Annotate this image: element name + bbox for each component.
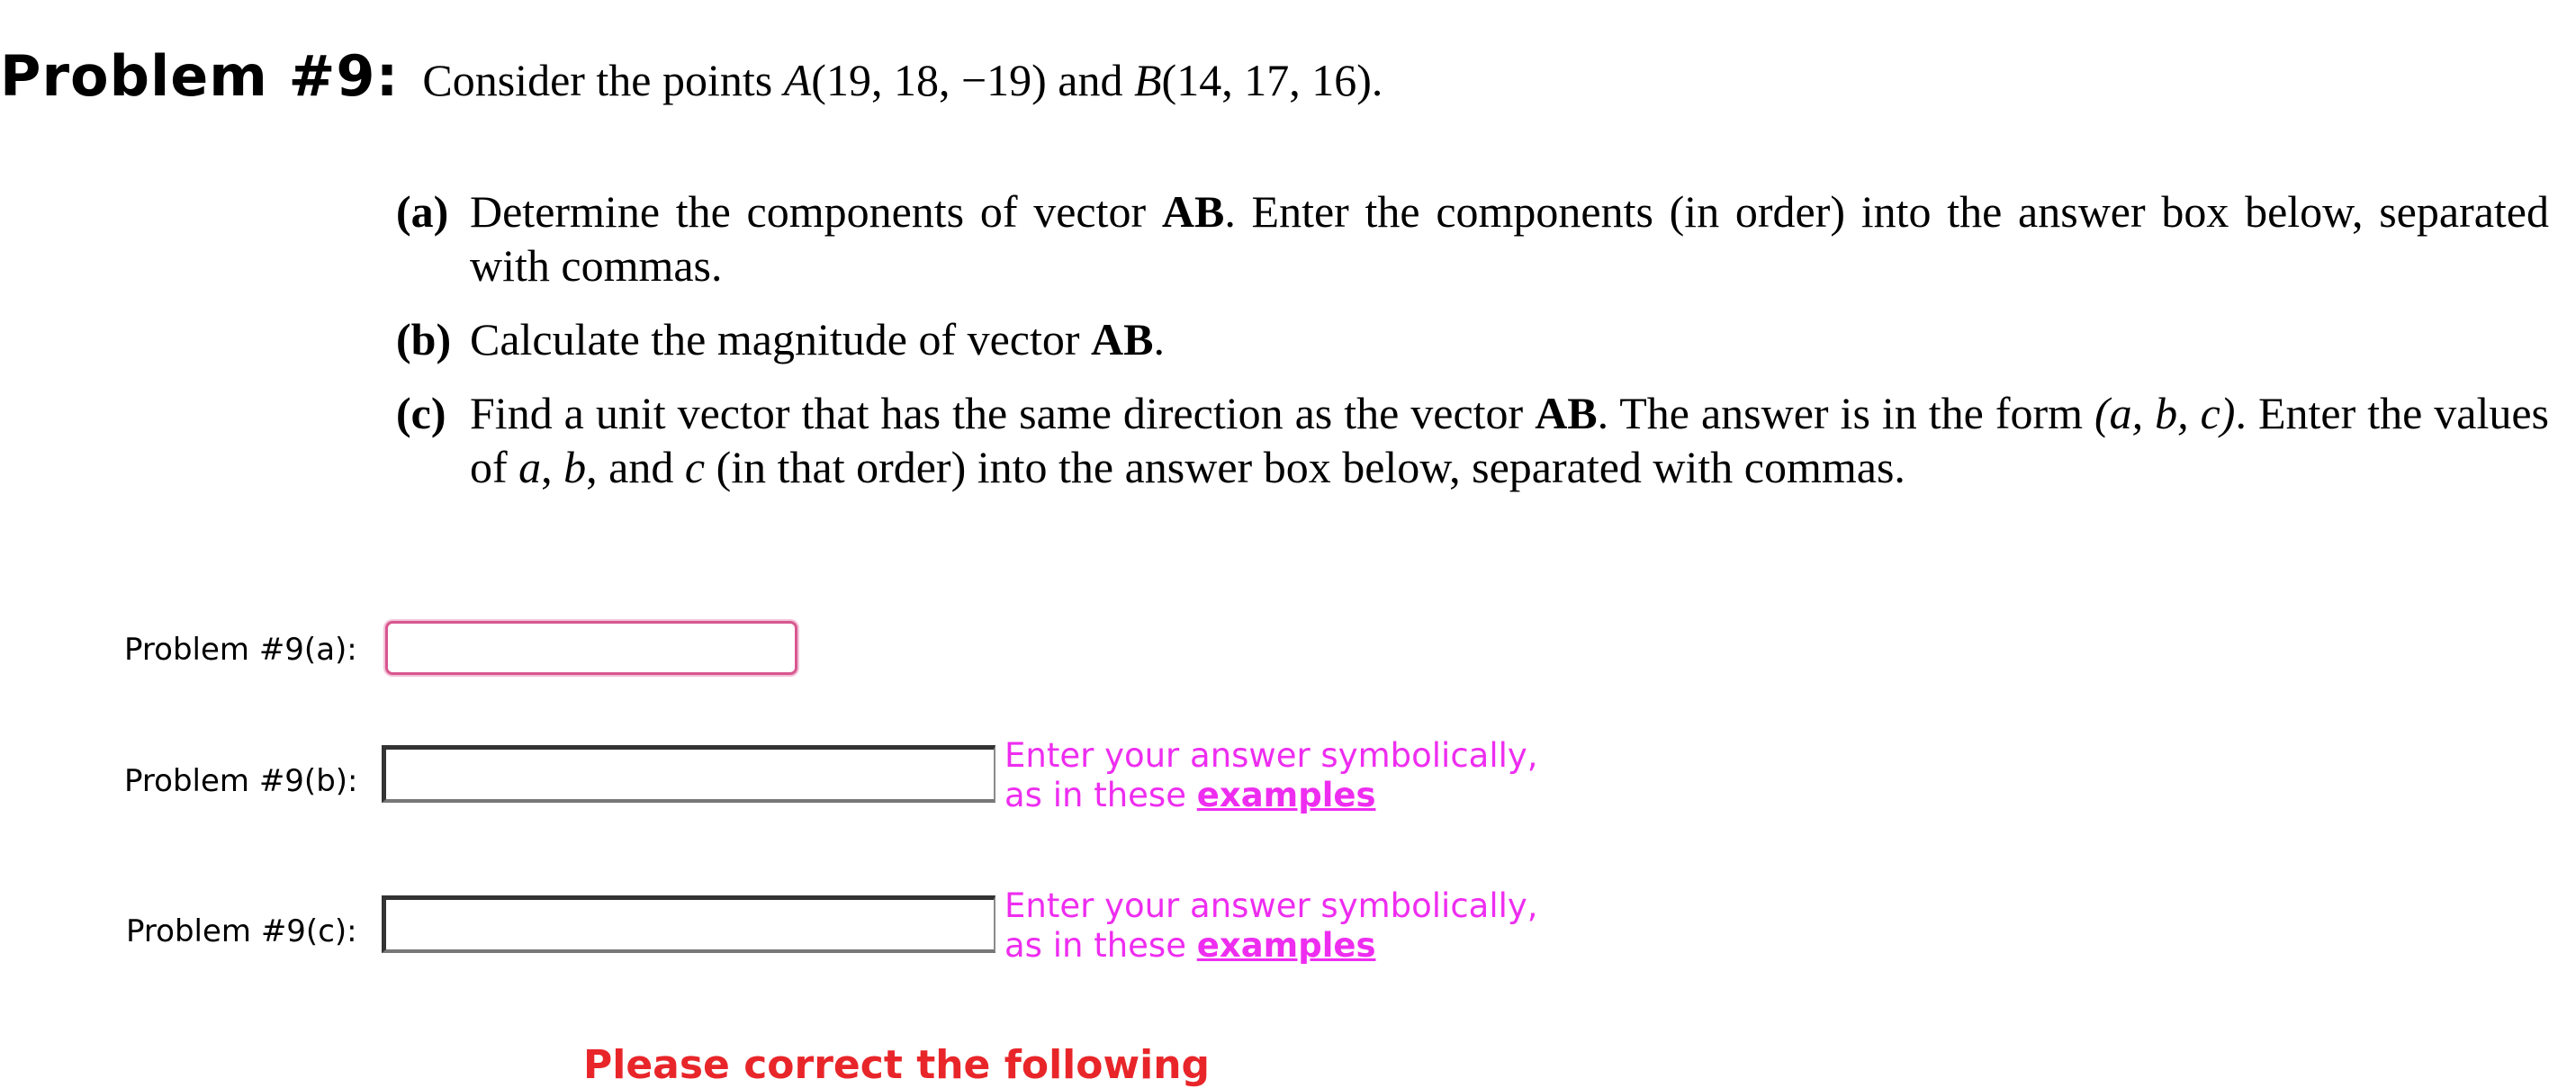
- answer-label-c: Problem #9(c):: [126, 913, 357, 949]
- statement-intro: Consider the points: [422, 55, 784, 105]
- part-c-text: [470, 386, 2549, 494]
- problem-header: [0, 43, 1383, 109]
- hint-b-line1: Enter your answer symbolically,: [1004, 736, 1538, 775]
- part-c-form: (a, b, c): [2094, 388, 2236, 438]
- part-a-text: [470, 184, 2549, 292]
- part-a-text-before: Determine the components of vector: [470, 186, 1162, 237]
- part-a-text-after: . Enter the components (in order) into the answer box below, separated with commas.: [470, 186, 2549, 291]
- hint-c-prefix: as in these: [1004, 926, 1197, 965]
- answer-row-b: [0, 736, 2576, 814]
- problem-number: Problem #9:: [0, 43, 400, 109]
- part-b-text-after: .: [1153, 314, 1165, 364]
- part-c-var-c: c: [684, 442, 706, 492]
- part-b-text: [470, 312, 2549, 366]
- part-c: [396, 386, 2549, 494]
- hint-c-line1: Enter your answer symbolically,: [1004, 886, 1538, 925]
- part-c-vector: AB: [1535, 388, 1598, 438]
- part-c-text-mid: . The answer is in the form: [1597, 388, 2094, 438]
- part-b-vector: AB: [1091, 314, 1154, 364]
- part-c-text-before: Find a unit vector that has the same direction as the vector: [470, 388, 1536, 438]
- part-c-label: (c): [396, 388, 446, 438]
- part-b: [396, 312, 2549, 366]
- part-c-sep1: ,: [541, 442, 564, 492]
- answer-hint-b: [1004, 736, 1538, 815]
- part-c-var-b: b: [563, 442, 587, 492]
- part-c-text-after: (in that order) into the answer box below, separated with commas.: [705, 442, 1905, 492]
- point-b-coords: (14, 17, 16).: [1161, 55, 1383, 105]
- hint-c-line2: [1004, 926, 1538, 966]
- answer-input-b[interactable]: [382, 745, 995, 803]
- part-c-var-a: a: [518, 442, 542, 492]
- answer-row-c: [0, 886, 2576, 965]
- correction-warning: Please correct the following: [583, 1042, 1211, 1088]
- answer-input-c[interactable]: [382, 895, 995, 953]
- part-a-vector: AB: [1161, 186, 1225, 237]
- answer-label-b: Problem #9(b):: [124, 763, 358, 799]
- part-a: [396, 184, 2549, 292]
- problem-parts: [396, 184, 2549, 494]
- hint-b-line2: [1004, 776, 1538, 815]
- examples-link-c[interactable]: examples: [1196, 926, 1376, 965]
- problem-statement: [422, 54, 1383, 106]
- hint-b-prefix: as in these: [1004, 776, 1197, 814]
- part-c-text-mid2: . Enter the values of: [470, 388, 2550, 492]
- part-b-text-before: Calculate the magnitude of vector: [470, 314, 1092, 364]
- part-c-sep2: , and: [586, 442, 685, 492]
- examples-link-b[interactable]: examples: [1196, 776, 1376, 814]
- part-a-label: (a): [396, 186, 449, 237]
- answer-hint-c: [1004, 886, 1538, 966]
- point-b-name: B: [1134, 55, 1162, 105]
- answer-input-a[interactable]: [385, 621, 797, 675]
- point-a-name: A: [783, 55, 812, 105]
- statement-conjunction: and: [1046, 55, 1134, 105]
- point-a-coords: (19, 18, −19): [811, 55, 1047, 105]
- answer-label-a: Problem #9(a):: [124, 632, 357, 668]
- part-b-label: (b): [396, 314, 452, 364]
- answer-row-a: [0, 619, 2576, 682]
